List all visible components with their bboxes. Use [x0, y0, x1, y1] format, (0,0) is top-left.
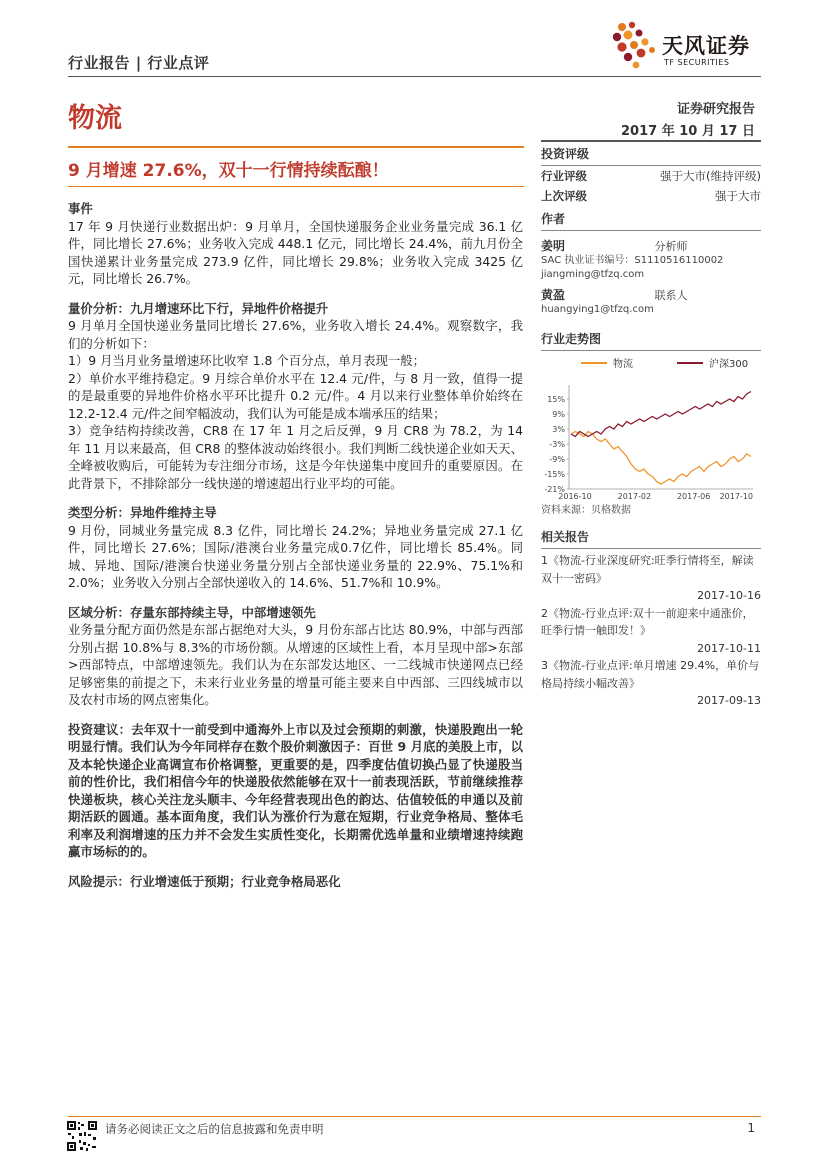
related-report-title[interactable]: 3《物流-行业点评:单月增速 29.4%，单价与格局持续小幅改善》	[541, 659, 760, 690]
section-volume-price	[68, 300, 523, 493]
author-name: 黄盈	[541, 288, 566, 302]
author-email[interactable]: jiangming@tfzq.com	[541, 269, 645, 280]
related-report-date: 2017-09-13	[697, 694, 761, 707]
paragraph: 3）竞争结构持续改善，CR8 在 17 年 1 月之后反弹，9 月 CR8 为 78.2，为 14 年 11 月以来最高，但 CR8 的整体波动始终很小。我们判断二线快递企业如天天、全峰被收购后，可能转为专注细分市场，这是今年快递集中度回升的重要原因。在此背景下，不排除部分一线快递的增速超出行业平均的可能。	[68, 423, 523, 491]
rating-panel	[541, 140, 761, 206]
section-heading: 量价分析：九月增速环比下行，异地件价格提升	[68, 300, 329, 316]
trend-heading: 行业走势图	[541, 330, 761, 351]
authors-heading: 作者	[541, 210, 761, 231]
paragraph: 业务量分配方面仍然是东部占据绝对大头，9 月份东部占比达 80.9%，中部与西部分别占据 10.8%与 8.3%的市场份额。从增速的区域性上看，本月呈现中部>东部>西部特点，中部增速领先。我们认为在东部发达地区、一二线城市快递网点已经足够密集的前提之下，未来行业业务量的增量可能主要来自中西部、三四线城市以及农村市场的网点密集化。	[68, 622, 523, 707]
industry-rating-row	[541, 166, 761, 186]
legend-label: 物流	[613, 359, 633, 370]
trend-panel	[541, 330, 761, 518]
x-tick-label: 2016-10	[558, 492, 592, 501]
trend-chart	[541, 351, 761, 501]
section-heading: 类型分析：异地件维持主导	[68, 505, 217, 520]
y-tick-label: -15%	[544, 470, 565, 479]
author-email[interactable]: huangying1@tfzq.com	[541, 304, 654, 315]
related-report-title[interactable]: 1《物流-行业深度研究:旺季行情将至，解读双十一密码》	[541, 554, 754, 585]
series-line-1	[571, 432, 751, 485]
sector-title: 物流	[68, 103, 122, 134]
paragraph: 投资建议：去年双十一前受到中通海外上市以及过会预期的刺激，快递股跑出一轮明显行情。我们认为今年同样存在数个股价刺激因子：百世 9 月底的美股上市，以及本轮快递企业高调宣布价格调整，更重要的是，四季度估值切换凸显了快递股当前的性价比，我们相信今年的快递股依然能够在双十一前表现活跃，节前继续推荐快递板块，核心关注龙头顺丰、今年经营表现出色的韵达、估值较低的申通以及前期活跃的圆通。基本面角度，我们认为涨价行为意在短期，行业竞争格局、整体毛利率及利润增速的压力并不会发生实质性变化，长期需优选单量和业绩增速持续跑赢市场标的的。	[68, 721, 523, 859]
paragraph: 9 月份，同城业务量完成 8.3 亿件，同比增长 24.2%；异地业务量完成 27.1 亿件，同比增长 27.6%；国际/港澳台业务量完成0.7亿件，同比增长 85.4%。同城、异地、国际/港澳台快递业务量分别占全部快递业务量的 22.9%、75.1%和 2.0%；业务收入分别占全部快递收入的 14.6%、51.7%和 10.9%。	[68, 522, 523, 590]
brand-logo-icon	[608, 20, 660, 72]
legend-label: 沪深300	[709, 359, 749, 370]
brand-subtitle: TF SECURITIES	[664, 58, 730, 67]
header-divider	[68, 76, 761, 77]
section-heading: 事件	[68, 201, 93, 216]
report-date: 2017 年 10 月 17 日	[621, 124, 755, 139]
related-report-2[interactable]	[541, 605, 761, 658]
author-role: 联系人	[654, 289, 688, 302]
page-number: 1	[747, 1121, 755, 1135]
industry-rating-value: 强于大市(维持评级)	[660, 169, 761, 183]
paragraph: 17 年 9 月快递行业数据出炉：9 月单月，全国快递服务企业业务量完成 36.1 亿件，同比增长 27.6%；业务收入完成 448.1 亿元，同比增长 24.4%，前九月份全国快递累计业务量完成 273.9 亿件，同比增长 29.8%；业务收入完成 3425 亿元，同比增长 26.7%。	[68, 218, 523, 286]
qr-code-icon	[66, 1120, 98, 1152]
section-region	[68, 604, 523, 709]
related-report-3[interactable]	[541, 657, 761, 710]
paragraph: 1）9 月当月业务量增速环比收窄 1.8 个百分点，单月表现一般；	[68, 353, 426, 368]
author-role: 分析师	[654, 240, 688, 253]
author-2	[541, 286, 761, 317]
related-report-title[interactable]: 2《物流-行业点评:双十一前迎来中通涨价，旺季行情一触即发！》	[541, 606, 754, 637]
related-panel	[541, 528, 761, 710]
y-tick-label: 15%	[547, 395, 565, 404]
report-body	[68, 200, 523, 890]
author-cert: SAC 执业证书编号：S1110516110002	[541, 255, 724, 266]
section-type	[68, 504, 523, 592]
y-tick-label: 3%	[552, 425, 565, 434]
related-report-date: 2017-10-16	[697, 589, 761, 602]
x-tick-label: 2017-06	[676, 492, 711, 501]
author-name: 姜明	[541, 239, 566, 253]
related-heading: 相关报告	[541, 528, 761, 549]
footer-divider	[68, 1116, 761, 1117]
industry-rating-label: 行业评级	[541, 169, 587, 183]
series-line-2	[571, 392, 751, 437]
prev-rating-row	[541, 186, 761, 206]
section-heading: 区域分析：存量东部持续主导，中部增速领先	[68, 604, 316, 620]
y-tick-label: -9%	[549, 455, 565, 464]
brand-name: 天风证券	[662, 34, 750, 58]
y-tick-label: -21%	[544, 485, 565, 494]
y-tick-label: 9%	[552, 410, 565, 419]
section-event	[68, 200, 523, 288]
paragraph: 9 月单月全国快递业务量同比增长 27.6%，业务收入增长 24.4%。观察数字，我们的分析如下：	[68, 318, 523, 351]
related-report-date: 2017-10-11	[697, 641, 761, 655]
document-kind: 证券研究报告	[676, 102, 755, 117]
x-tick-label: 2017-02	[617, 492, 652, 501]
footer-disclaimer: 请务必阅读正文之后的信息披露和免责申明	[105, 1122, 324, 1136]
report-title: 9 月增速 27.6%，双十一行情持续酝酿！	[68, 161, 389, 181]
y-tick-label: -3%	[549, 440, 565, 449]
prev-rating-value: 强于大市	[715, 189, 761, 203]
paragraph: 风险提示：行业增速低于预期；行业竞争格局恶化	[68, 873, 341, 889]
rating-heading: 投资评级	[541, 140, 761, 166]
related-report-1[interactable]	[541, 552, 761, 605]
title-bottom-rule	[68, 186, 524, 187]
title-top-rule	[68, 146, 524, 148]
brand-logo	[608, 20, 768, 70]
report-type-label: 行业报告 | 行业点评	[68, 54, 210, 72]
section-investment-advice	[68, 721, 523, 861]
chart-source: 资料来源：贝格数据	[541, 505, 631, 516]
section-risk	[68, 873, 523, 891]
x-tick-label: 2017-10	[719, 492, 753, 501]
authors-panel	[541, 210, 761, 317]
author-1	[541, 237, 761, 282]
paragraph: 2）单价水平维持稳定。9 月综合单价水平在 12.4 元/件，与 8 月一致，值得一提的是最重要的异地件价格水平环比提升 0.2 元/件。4 月以来行业整体单价始终在 12.2-12.4 元/件之间窄幅波动，我们认为可能是成本端承压的结果；	[68, 370, 523, 421]
prev-rating-label: 上次评级	[541, 189, 587, 203]
